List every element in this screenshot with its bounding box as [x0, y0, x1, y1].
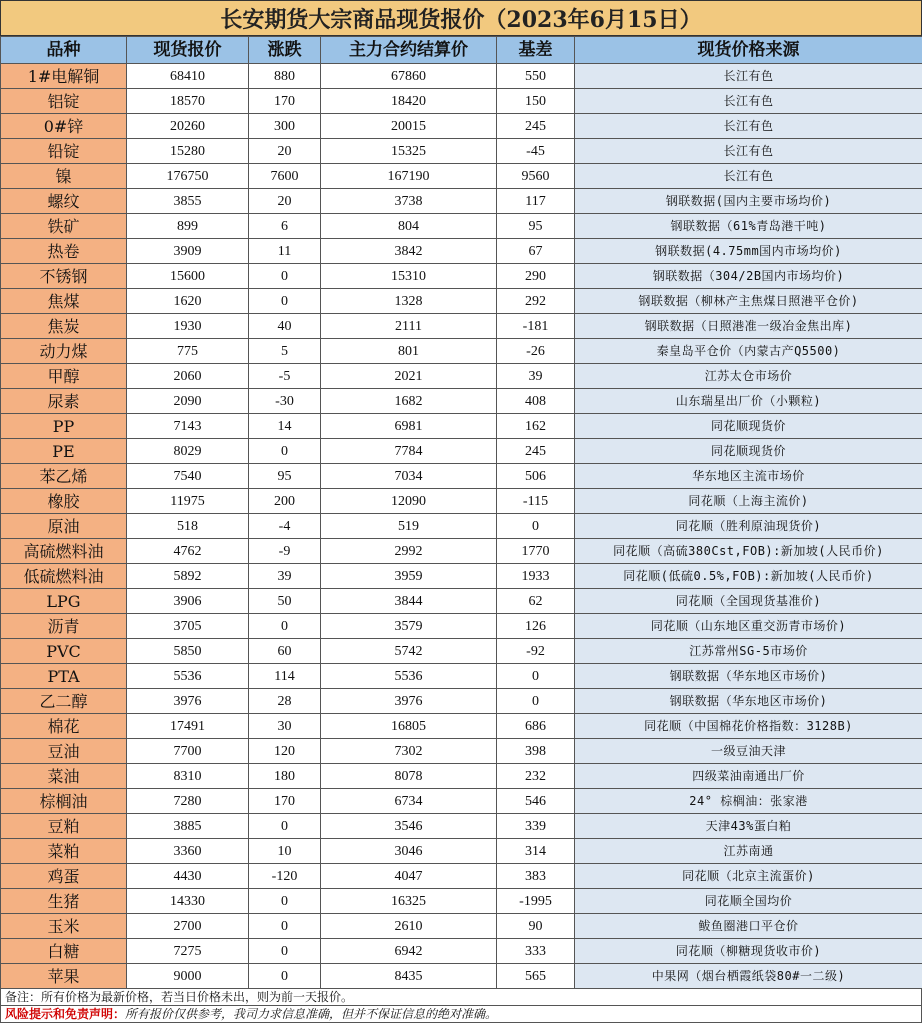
cell-change: 0	[249, 264, 321, 289]
cell-spot-price: 8029	[127, 439, 249, 464]
cell-settle-price: 15310	[321, 264, 497, 289]
cell-change: 170	[249, 789, 321, 814]
table-row	[1, 239, 922, 264]
cell-change: 0	[249, 439, 321, 464]
cell-source: 江苏南通	[575, 839, 922, 864]
cell-settle-price: 2111	[321, 314, 497, 339]
cell-basis: 150	[497, 89, 575, 114]
table-row	[1, 189, 922, 214]
cell-spot-price: 17491	[127, 714, 249, 739]
cell-basis: 686	[497, 714, 575, 739]
header-basis: 基差	[497, 37, 575, 64]
cell-variety: 苹果	[1, 964, 127, 989]
cell-variety: 棕榈油	[1, 789, 127, 814]
cell-settle-price: 8435	[321, 964, 497, 989]
cell-source: 长江有色	[575, 139, 922, 164]
cell-basis: 398	[497, 739, 575, 764]
cell-basis: 245	[497, 114, 575, 139]
cell-spot-price: 15280	[127, 139, 249, 164]
cell-change: 95	[249, 464, 321, 489]
cell-variety: 棉花	[1, 714, 127, 739]
cell-variety: 豆油	[1, 739, 127, 764]
table-row	[1, 939, 922, 964]
cell-spot-price: 20260	[127, 114, 249, 139]
cell-basis: 290	[497, 264, 575, 289]
table-row	[1, 489, 922, 514]
cell-settle-price: 3046	[321, 839, 497, 864]
cell-variety: 铁矿	[1, 214, 127, 239]
cell-change: -9	[249, 539, 321, 564]
cell-variety: LPG	[1, 589, 127, 614]
table-row	[1, 339, 922, 364]
cell-spot-price: 518	[127, 514, 249, 539]
cell-change: 20	[249, 189, 321, 214]
cell-settle-price: 2021	[321, 364, 497, 389]
cell-spot-price: 7700	[127, 739, 249, 764]
cell-spot-price: 14330	[127, 889, 249, 914]
cell-basis: 0	[497, 664, 575, 689]
table-row	[1, 289, 922, 314]
cell-source: 同花顺（北京主流蛋价)	[575, 864, 922, 889]
cell-basis: 333	[497, 939, 575, 964]
cell-source: 钢联数据(4.75mm国内市场均价)	[575, 239, 922, 264]
cell-source: 钢联数据（华东地区市场价)	[575, 689, 922, 714]
cell-source: 长江有色	[575, 89, 922, 114]
table-row	[1, 739, 922, 764]
cell-spot-price: 1930	[127, 314, 249, 339]
header-variety: 品种	[1, 37, 127, 64]
cell-change: -4	[249, 514, 321, 539]
cell-basis: 95	[497, 214, 575, 239]
cell-variety: PE	[1, 439, 127, 464]
cell-source: 钢联数据（华东地区市场价)	[575, 664, 922, 689]
header-spot-price: 现货报价	[127, 37, 249, 64]
cell-change: -120	[249, 864, 321, 889]
cell-source: 同花顺（柳糖现货收市价)	[575, 939, 922, 964]
cell-spot-price: 4430	[127, 864, 249, 889]
table-row	[1, 614, 922, 639]
cell-source: 钢联数据（304/2B国内市场均价)	[575, 264, 922, 289]
cell-source: 长江有色	[575, 64, 922, 89]
header-source: 现货价格来源	[575, 37, 922, 64]
cell-variety: 尿素	[1, 389, 127, 414]
cell-change: 880	[249, 64, 321, 89]
cell-change: 0	[249, 939, 321, 964]
table-row	[1, 539, 922, 564]
cell-spot-price: 3885	[127, 814, 249, 839]
cell-spot-price: 3909	[127, 239, 249, 264]
cell-spot-price: 2700	[127, 914, 249, 939]
cell-source: 钢联数据（柳林产主焦煤日照港平仓价)	[575, 289, 922, 314]
cell-change: 40	[249, 314, 321, 339]
cell-change: 6	[249, 214, 321, 239]
cell-settle-price: 12090	[321, 489, 497, 514]
cell-spot-price: 7280	[127, 789, 249, 814]
table-row	[1, 439, 922, 464]
cell-change: 50	[249, 589, 321, 614]
cell-change: 0	[249, 814, 321, 839]
cell-spot-price: 9000	[127, 964, 249, 989]
price-table	[0, 36, 922, 989]
cell-variety: 豆粕	[1, 814, 127, 839]
table-row	[1, 264, 922, 289]
cell-change: 7600	[249, 164, 321, 189]
risk-label: 风险提示和免责声明：	[5, 1007, 126, 1021]
table-row	[1, 314, 922, 339]
cell-source: 中果网（烟台栖霞纸袋80#一二级)	[575, 964, 922, 989]
cell-change: 170	[249, 89, 321, 114]
cell-basis: 314	[497, 839, 575, 864]
table-row	[1, 214, 922, 239]
cell-source: 钢联数据（日照港准一级冶金焦出库)	[575, 314, 922, 339]
cell-source: 江苏太仓市场价	[575, 364, 922, 389]
cell-variety: PVC	[1, 639, 127, 664]
cell-variety: 沥青	[1, 614, 127, 639]
cell-spot-price: 5892	[127, 564, 249, 589]
cell-basis: 550	[497, 64, 575, 89]
cell-variety: 焦炭	[1, 314, 127, 339]
cell-basis: 339	[497, 814, 575, 839]
table-row	[1, 89, 922, 114]
table-row	[1, 564, 922, 589]
cell-source: 同花顺（山东地区重交沥青市场价)	[575, 614, 922, 639]
cell-settle-price: 1682	[321, 389, 497, 414]
cell-variety: 铝锭	[1, 89, 127, 114]
cell-settle-price: 167190	[321, 164, 497, 189]
cell-change: 5	[249, 339, 321, 364]
cell-settle-price: 16805	[321, 714, 497, 739]
cell-change: 10	[249, 839, 321, 864]
cell-settle-price: 8078	[321, 764, 497, 789]
table-row	[1, 764, 922, 789]
cell-basis: 1933	[497, 564, 575, 589]
cell-spot-price: 8310	[127, 764, 249, 789]
cell-change: 200	[249, 489, 321, 514]
cell-basis: 0	[497, 514, 575, 539]
cell-settle-price: 6734	[321, 789, 497, 814]
cell-spot-price: 5850	[127, 639, 249, 664]
cell-source: 同花顺全国均价	[575, 889, 922, 914]
cell-source: 同花顺（中国棉花价格指数：3128B)	[575, 714, 922, 739]
cell-source: 钢联数据(国内主要市场均价)	[575, 189, 922, 214]
cell-change: 120	[249, 739, 321, 764]
cell-source: 秦皇岛平仓价（内蒙古产Q5500)	[575, 339, 922, 364]
cell-change: 11	[249, 239, 321, 264]
cell-settle-price: 18420	[321, 89, 497, 114]
cell-spot-price: 3705	[127, 614, 249, 639]
cell-variety: 镍	[1, 164, 127, 189]
cell-source: 同花顺现货价	[575, 414, 922, 439]
cell-variety: 不锈钢	[1, 264, 127, 289]
cell-change: 0	[249, 964, 321, 989]
cell-variety: 乙二醇	[1, 689, 127, 714]
cell-settle-price: 20015	[321, 114, 497, 139]
table-row	[1, 514, 922, 539]
cell-source: 长江有色	[575, 114, 922, 139]
cell-settle-price: 4047	[321, 864, 497, 889]
cell-variety: 动力煤	[1, 339, 127, 364]
table-row	[1, 814, 922, 839]
note-text: 备注：所有价格为最新价格，若当日价格未出，则为前一天报价。	[5, 990, 354, 1004]
cell-basis: 0	[497, 689, 575, 714]
cell-basis: 117	[497, 189, 575, 214]
cell-source: 同花顺（胜利原油现货价)	[575, 514, 922, 539]
cell-change: 114	[249, 664, 321, 689]
cell-source: 江苏常州SG-5市场价	[575, 639, 922, 664]
cell-settle-price: 7784	[321, 439, 497, 464]
cell-settle-price: 6981	[321, 414, 497, 439]
table-row	[1, 464, 922, 489]
cell-settle-price: 801	[321, 339, 497, 364]
cell-settle-price: 3579	[321, 614, 497, 639]
cell-settle-price: 16325	[321, 889, 497, 914]
cell-basis: 546	[497, 789, 575, 814]
cell-basis: 292	[497, 289, 575, 314]
cell-variety: 热卷	[1, 239, 127, 264]
cell-settle-price: 6942	[321, 939, 497, 964]
table-row	[1, 639, 922, 664]
cell-variety: 菜粕	[1, 839, 127, 864]
cell-variety: 玉米	[1, 914, 127, 939]
cell-change: 0	[249, 914, 321, 939]
cell-basis: 90	[497, 914, 575, 939]
cell-source: 同花顺（高硫380Cst,FOB):新加坡(人民币价)	[575, 539, 922, 564]
cell-variety: 低硫燃料油	[1, 564, 127, 589]
cell-basis: -181	[497, 314, 575, 339]
cell-source: 钢联数据（61%青岛港干吨)	[575, 214, 922, 239]
risk-bar	[0, 1006, 922, 1023]
cell-basis: -1995	[497, 889, 575, 914]
table-row	[1, 139, 922, 164]
cell-variety: 橡胶	[1, 489, 127, 514]
cell-variety: 0#锌	[1, 114, 127, 139]
cell-spot-price: 7143	[127, 414, 249, 439]
cell-spot-price: 7540	[127, 464, 249, 489]
cell-spot-price: 11975	[127, 489, 249, 514]
cell-basis: 162	[497, 414, 575, 439]
cell-change: -5	[249, 364, 321, 389]
table-body	[1, 64, 922, 989]
cell-settle-price: 5742	[321, 639, 497, 664]
cell-variety: PTA	[1, 664, 127, 689]
cell-settle-price: 3844	[321, 589, 497, 614]
cell-variety: 菜油	[1, 764, 127, 789]
cell-settle-price: 3546	[321, 814, 497, 839]
cell-variety: 焦煤	[1, 289, 127, 314]
table-row	[1, 589, 922, 614]
cell-spot-price: 2090	[127, 389, 249, 414]
cell-basis: 245	[497, 439, 575, 464]
table-row	[1, 114, 922, 139]
cell-spot-price: 18570	[127, 89, 249, 114]
cell-spot-price: 7275	[127, 939, 249, 964]
cell-source: 同花顺（上海主流价)	[575, 489, 922, 514]
cell-variety: 螺纹	[1, 189, 127, 214]
cell-spot-price: 2060	[127, 364, 249, 389]
cell-settle-price: 5536	[321, 664, 497, 689]
cell-settle-price: 1328	[321, 289, 497, 314]
table-row	[1, 414, 922, 439]
cell-change: 0	[249, 289, 321, 314]
cell-settle-price: 804	[321, 214, 497, 239]
cell-spot-price: 4762	[127, 539, 249, 564]
note-bar	[0, 989, 922, 1006]
cell-source: 同花顺（全国现货基准价)	[575, 589, 922, 614]
cell-change: 180	[249, 764, 321, 789]
cell-settle-price: 15325	[321, 139, 497, 164]
risk-text: 所有报价仅供参考，我司力求信息准确，但并不保证信息的绝对准确。	[125, 1007, 498, 1021]
cell-basis: 506	[497, 464, 575, 489]
table-row	[1, 914, 922, 939]
header-change: 涨跌	[249, 37, 321, 64]
cell-source: 山东瑞星出厂价（小颗粒)	[575, 389, 922, 414]
cell-spot-price: 3360	[127, 839, 249, 864]
table-row	[1, 839, 922, 864]
cell-spot-price: 1620	[127, 289, 249, 314]
cell-change: 300	[249, 114, 321, 139]
cell-source: 同花顺(低硫0.5%,FOB):新加坡(人民币价)	[575, 564, 922, 589]
table-row	[1, 864, 922, 889]
cell-spot-price: 15600	[127, 264, 249, 289]
cell-spot-price: 775	[127, 339, 249, 364]
cell-spot-price: 176750	[127, 164, 249, 189]
table-row	[1, 689, 922, 714]
cell-settle-price: 2610	[321, 914, 497, 939]
cell-variety: 生猪	[1, 889, 127, 914]
table-row	[1, 364, 922, 389]
cell-basis: -26	[497, 339, 575, 364]
cell-spot-price: 68410	[127, 64, 249, 89]
cell-settle-price: 2992	[321, 539, 497, 564]
cell-change: 14	[249, 414, 321, 439]
cell-basis: 39	[497, 364, 575, 389]
table-row	[1, 64, 922, 89]
cell-basis: 383	[497, 864, 575, 889]
cell-variety: 原油	[1, 514, 127, 539]
table-row	[1, 714, 922, 739]
cell-variety: 高硫燃料油	[1, 539, 127, 564]
cell-change: 0	[249, 889, 321, 914]
cell-basis: 67	[497, 239, 575, 264]
cell-source: 鲅鱼圈港口平仓价	[575, 914, 922, 939]
cell-source: 华东地区主流市场价	[575, 464, 922, 489]
header-settle-price: 主力合约结算价	[321, 37, 497, 64]
cell-basis: 1770	[497, 539, 575, 564]
table-row	[1, 164, 922, 189]
cell-basis: 408	[497, 389, 575, 414]
cell-basis: -92	[497, 639, 575, 664]
cell-spot-price: 3976	[127, 689, 249, 714]
cell-settle-price: 67860	[321, 64, 497, 89]
table-row	[1, 789, 922, 814]
table-row	[1, 889, 922, 914]
cell-spot-price: 899	[127, 214, 249, 239]
cell-variety: 甲醇	[1, 364, 127, 389]
cell-source: 同花顺现货价	[575, 439, 922, 464]
table-row	[1, 389, 922, 414]
cell-change: 60	[249, 639, 321, 664]
cell-settle-price: 3842	[321, 239, 497, 264]
cell-variety: 白糖	[1, 939, 127, 964]
cell-source: 长江有色	[575, 164, 922, 189]
cell-basis: 9560	[497, 164, 575, 189]
cell-variety: 鸡蛋	[1, 864, 127, 889]
cell-basis: -45	[497, 139, 575, 164]
cell-change: -30	[249, 389, 321, 414]
table-header-row	[1, 37, 922, 64]
cell-basis: -115	[497, 489, 575, 514]
cell-settle-price: 519	[321, 514, 497, 539]
cell-source: 天津43%蛋白粕	[575, 814, 922, 839]
cell-spot-price: 3855	[127, 189, 249, 214]
cell-change: 0	[249, 614, 321, 639]
cell-basis: 565	[497, 964, 575, 989]
sheet-title: 长安期货大宗商品现货报价（2023年6月15日）	[0, 0, 922, 36]
cell-basis: 232	[497, 764, 575, 789]
cell-variety: 铅锭	[1, 139, 127, 164]
cell-settle-price: 7034	[321, 464, 497, 489]
cell-source: 24° 棕榈油：张家港	[575, 789, 922, 814]
cell-source: 四级菜油南通出厂价	[575, 764, 922, 789]
cell-spot-price: 5536	[127, 664, 249, 689]
cell-settle-price: 3976	[321, 689, 497, 714]
cell-change: 28	[249, 689, 321, 714]
cell-settle-price: 7302	[321, 739, 497, 764]
cell-variety: 苯乙烯	[1, 464, 127, 489]
cell-basis: 126	[497, 614, 575, 639]
cell-source: 一级豆油天津	[575, 739, 922, 764]
cell-variety: PP	[1, 414, 127, 439]
cell-spot-price: 3906	[127, 589, 249, 614]
cell-basis: 62	[497, 589, 575, 614]
cell-change: 20	[249, 139, 321, 164]
table-row	[1, 664, 922, 689]
table-row	[1, 964, 922, 989]
cell-variety: 1#电解铜	[1, 64, 127, 89]
cell-change: 30	[249, 714, 321, 739]
cell-change: 39	[249, 564, 321, 589]
cell-settle-price: 3738	[321, 189, 497, 214]
cell-settle-price: 3959	[321, 564, 497, 589]
